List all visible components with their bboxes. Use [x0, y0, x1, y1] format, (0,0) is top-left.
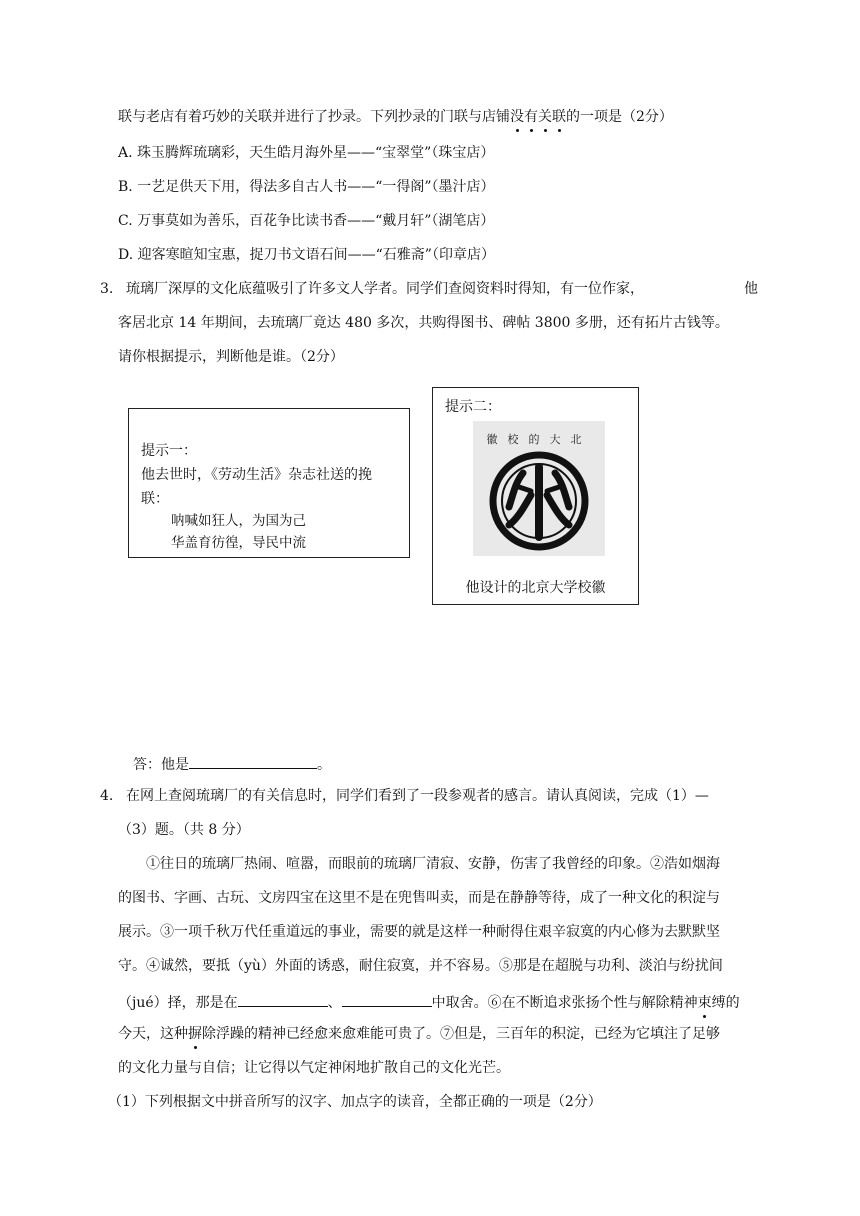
answer-label: 答：他是	[133, 757, 189, 773]
q4-number: 4.	[100, 788, 114, 804]
hint-two-box	[432, 387, 639, 605]
passage-line5-c: 缚的	[711, 995, 740, 1011]
answer-line	[133, 752, 331, 775]
passage-line4: 守。④诚然，要抵（yù）外面的诱惑，耐住寂寞，并不容易。⑤那是在超脱与功利、淡泊与纷扰间	[118, 958, 723, 974]
emphasis-char: 束	[697, 995, 712, 1011]
q2-option-c: C. 万事莫如为善乐，百花争比读书香——“戴月轩”（湖笔店）	[118, 213, 495, 229]
passage-line6-b: 除浮躁的精神已经愈来愈难能可贵了。⑦但是，三百年的积淀，已经为它填注了足够	[202, 1026, 720, 1042]
hint-one-line1: 他去世时，《劳动生活》杂志社送的挽	[141, 467, 372, 483]
fill-blank-1[interactable]	[238, 990, 328, 1007]
answer-end: 。	[317, 757, 331, 773]
emphasis-char: 摒	[188, 1026, 202, 1042]
q2-stem-line	[118, 107, 673, 127]
passage-line2: 的图书、字画、古玩、文房四宝在这里不是在兜售叫卖，而是在静静等待，成了一种文化的积淀与	[118, 890, 720, 906]
q4-sub1: （1）下列根据文中拼音所写的汉字、加点字的读音，全都正确的一项是（2分）	[108, 1094, 602, 1110]
passage-line5-a: （jué）择，那是在	[118, 995, 238, 1011]
q3-line2: 客居北京 14 年期间，去琉璃厂竟达 480 多次，共购得图书、碑帖 3800 多册，还有拓片古钱等。	[118, 315, 729, 331]
q2-option-d: D. 迎客寒暄知宝惠，捉刀书文语石间——“石雅斋”（印章店）	[118, 247, 495, 263]
q3-line1-tail: 他	[744, 281, 758, 297]
emblem-caption: 他设计的北京大学校徽	[465, 580, 606, 596]
q2-option-a: A. 珠玉腾辉琉璃彩，天生皓月海外星——“宝翠堂”（珠宝店）	[118, 145, 495, 161]
passage-line3: 展示。③一项千秋万代任重道远的事业，需要的就是这样一种耐得住艰辛寂寞的内心修为去默默坚	[118, 924, 720, 940]
hint-one-box	[128, 408, 410, 558]
q2-stem-b: 的一项是（2分）	[566, 109, 673, 125]
passage-line5-sep: 、	[327, 995, 342, 1011]
hint-one-line2: 联：	[141, 491, 169, 507]
emphasis-char: 有	[524, 109, 538, 125]
peking-university-emblem	[473, 421, 605, 556]
passage-line7: 的文化力量与自信；让它得以气定神闲地扩散自己的文化光芒。	[118, 1060, 510, 1076]
answer-blank[interactable]	[189, 752, 317, 769]
passage-line6-a: 今天，这种	[118, 1026, 188, 1042]
fill-blank-2[interactable]	[342, 990, 432, 1007]
hint-one-title: 提示一：	[141, 443, 197, 459]
couplet-lower: 华盖育彷徨，导民中流	[171, 535, 306, 551]
emblem-icon	[473, 421, 605, 556]
q3-line1: 琉璃厂深厚的文化底蕴吸引了许多文人学者。同学们查阅资料时得知，有一位作家，	[126, 281, 644, 297]
q4-line2: （3）题。（共 8 分）	[118, 822, 250, 838]
passage-line5-b: 中取舍。⑥在不断追求张扬个性与解除精神	[431, 995, 698, 1011]
q4-line1: 在网上查阅琉璃厂的有关信息时，同学们看到了一段参观者的感言。请认真阅读，完成（1）—	[126, 788, 709, 804]
emphasis-char: 关	[538, 109, 552, 125]
hint-two-title: 提示二：	[445, 399, 501, 415]
emphasis-char: 没	[510, 109, 524, 125]
q3-line3: 请你根据提示，判断他是谁。（2分）	[118, 349, 344, 365]
passage-line1: ①往日的琉璃厂热闹、喧嚣，而眼前的琉璃厂清寂、安静，伤害了我曾经的印象。②浩如烟海	[146, 856, 720, 872]
passage-line6	[118, 1024, 720, 1044]
q2-stem-a: 联与老店有着巧妙的关联并进行了抄录。下列抄录的门联与店铺	[118, 109, 510, 125]
couplet-upper: 呐喊如狂人，为国为己	[171, 513, 306, 529]
q3-number: 3.	[100, 281, 114, 297]
passage-line5	[118, 990, 740, 1013]
q2-option-b: B. 一艺足供天下用，得法多自古人书——“一得阁”（墨汁店）	[118, 179, 495, 195]
emphasis-char: 联	[552, 109, 566, 125]
emblem-top-text: 徽校的大北	[486, 433, 592, 446]
